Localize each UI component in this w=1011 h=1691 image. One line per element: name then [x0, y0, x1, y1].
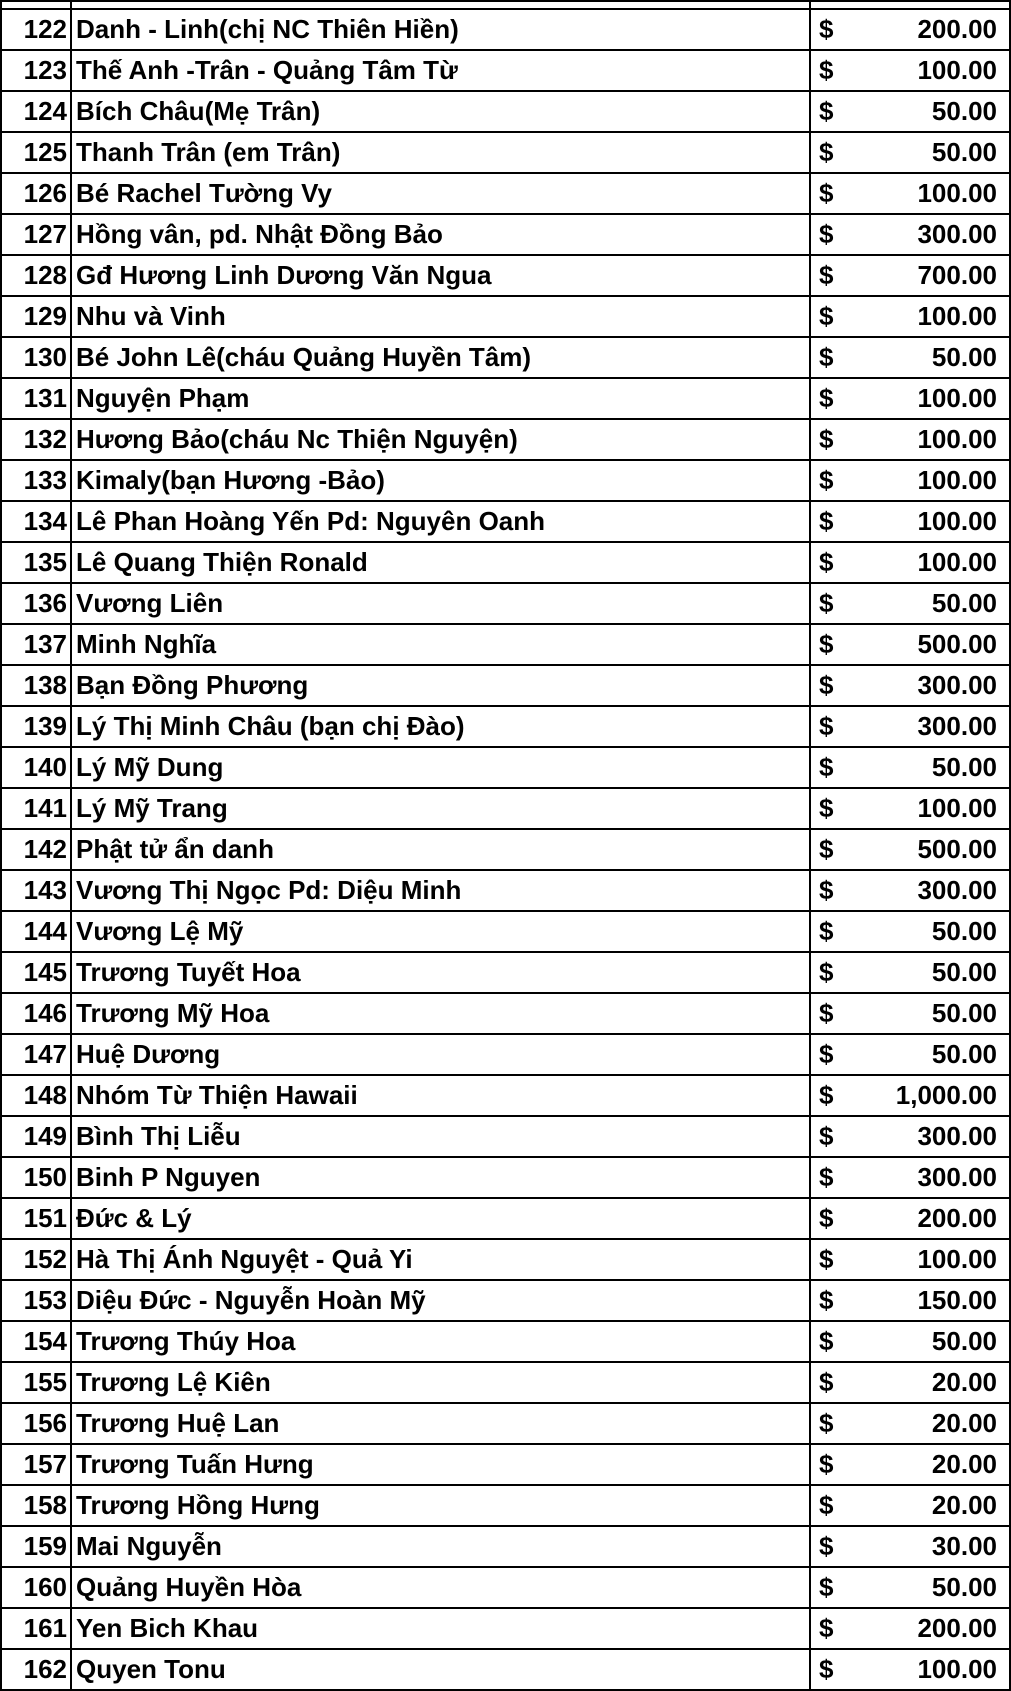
cell-name: Bé Rachel Tường Vy [71, 173, 810, 214]
cell-amount: 300.00 [865, 706, 1010, 747]
cell-amount: 20.00 [865, 1485, 1010, 1526]
cell-number: 128 [1, 255, 71, 296]
cell-name: Bạn Đồng Phương [71, 665, 810, 706]
table-row [1, 1362, 1010, 1403]
cell-amount: 20.00 [865, 1444, 1010, 1485]
table-row [1, 460, 1010, 501]
cell-name: Huệ Dương [71, 1034, 810, 1075]
cell-number: 136 [1, 583, 71, 624]
cell-name: Hà Thị Ánh Nguyệt - Quả Yi [71, 1239, 810, 1280]
cell-number [1, 1, 71, 9]
table-row [1, 255, 1010, 296]
cell-number: 153 [1, 1280, 71, 1321]
table-row [1, 1157, 1010, 1198]
table-row [1, 583, 1010, 624]
cell-number: 126 [1, 173, 71, 214]
cell-number: 124 [1, 91, 71, 132]
cell-name: Bé John Lê(cháu Quảng Huyền Tâm) [71, 337, 810, 378]
cell-name: Trương Hồng Hưng [71, 1485, 810, 1526]
cell-name: Lê Quang Thiện Ronald [71, 542, 810, 583]
cell-number: 156 [1, 1403, 71, 1444]
table-row [1, 1403, 1010, 1444]
table-row [1, 1444, 1010, 1485]
table-row [1, 1567, 1010, 1608]
cell-number: 132 [1, 419, 71, 460]
cell-name [71, 1, 810, 9]
cell-number: 140 [1, 747, 71, 788]
table-row [1, 337, 1010, 378]
cell-amount: 700.00 [865, 255, 1010, 296]
cell-currency: $ [810, 952, 865, 993]
cell-number: 151 [1, 1198, 71, 1239]
cell-currency: $ [810, 50, 865, 91]
cell-currency [810, 1, 865, 9]
cell-number: 127 [1, 214, 71, 255]
cell-currency: $ [810, 1608, 865, 1649]
cell-number: 158 [1, 1485, 71, 1526]
cell-currency: $ [810, 501, 865, 542]
table-row [1, 1280, 1010, 1321]
table-row [1, 870, 1010, 911]
table-row [1, 501, 1010, 542]
cell-amount: 20.00 [865, 1403, 1010, 1444]
cell-currency: $ [810, 1157, 865, 1198]
cell-number: 123 [1, 50, 71, 91]
cell-currency: $ [810, 993, 865, 1034]
cell-currency: $ [810, 1362, 865, 1403]
cell-number: 148 [1, 1075, 71, 1116]
cell-number: 146 [1, 993, 71, 1034]
cell-name: Trương Huệ Lan [71, 1403, 810, 1444]
cell-amount: 300.00 [865, 1116, 1010, 1157]
cell-name: Diệu Đức - Nguyễn Hoàn Mỹ [71, 1280, 810, 1321]
cell-name: Quảng Huyền Hòa [71, 1567, 810, 1608]
cell-amount: 20.00 [865, 1362, 1010, 1403]
cell-amount: 100.00 [865, 296, 1010, 337]
cell-currency: $ [810, 624, 865, 665]
table-row [1, 173, 1010, 214]
cell-amount: 300.00 [865, 214, 1010, 255]
cell-currency: $ [810, 1403, 865, 1444]
cell-number: 144 [1, 911, 71, 952]
cell-amount: 100.00 [865, 378, 1010, 419]
cell-name: Mai Nguyễn [71, 1526, 810, 1567]
table-row [1, 378, 1010, 419]
cell-name: Bình Thị Liễu [71, 1116, 810, 1157]
cell-currency: $ [810, 583, 865, 624]
cell-amount: 1,000.00 [865, 1075, 1010, 1116]
table-row [1, 132, 1010, 173]
table-row [1, 1321, 1010, 1362]
cell-currency: $ [810, 460, 865, 501]
cell-name: Hồng vân, pd. Nhật Đồng Bảo [71, 214, 810, 255]
cell-amount: 50.00 [865, 91, 1010, 132]
cell-name: Lý Mỹ Dung [71, 747, 810, 788]
cell-amount: 100.00 [865, 542, 1010, 583]
cell-name: Nguyện Phạm [71, 378, 810, 419]
cell-number: 159 [1, 1526, 71, 1567]
table-row [1, 747, 1010, 788]
cell-name: Nhu và Vinh [71, 296, 810, 337]
cell-name: Trương Tuyết Hoa [71, 952, 810, 993]
table-row [1, 1649, 1010, 1690]
table-row [1, 50, 1010, 91]
cell-currency: $ [810, 9, 865, 50]
table-row [1, 624, 1010, 665]
cell-currency: $ [810, 1485, 865, 1526]
cell-number: 157 [1, 1444, 71, 1485]
cell-name: Lê Phan Hoàng Yến Pd: Nguyên Oanh [71, 501, 810, 542]
cell-currency: $ [810, 665, 865, 706]
cell-amount: 200.00 [865, 9, 1010, 50]
cell-name: Thế Anh -Trân - Quảng Tâm Từ [71, 50, 810, 91]
table-row [1, 788, 1010, 829]
cell-name: Nhóm Từ Thiện Hawaii [71, 1075, 810, 1116]
cell-amount: 50.00 [865, 583, 1010, 624]
table-row [1, 1239, 1010, 1280]
cell-name: Hương Bảo(cháu Nc Thiện Nguyện) [71, 419, 810, 460]
cell-amount: 100.00 [865, 1649, 1010, 1690]
cell-amount: 50.00 [865, 1321, 1010, 1362]
table-row [1, 419, 1010, 460]
cell-name: Thanh Trân (em Trân) [71, 132, 810, 173]
cell-amount: 50.00 [865, 993, 1010, 1034]
cell-name: Binh P Nguyen [71, 1157, 810, 1198]
donation-table-body [1, 1, 1010, 1690]
table-row [1, 1485, 1010, 1526]
cell-amount: 50.00 [865, 952, 1010, 993]
cell-amount: 50.00 [865, 337, 1010, 378]
cell-number: 138 [1, 665, 71, 706]
cell-currency: $ [810, 1075, 865, 1116]
table-row [1, 9, 1010, 50]
cell-currency: $ [810, 173, 865, 214]
cell-number: 160 [1, 1567, 71, 1608]
cell-name: Lý Mỹ Trang [71, 788, 810, 829]
cell-amount: 150.00 [865, 1280, 1010, 1321]
table-row [1, 1608, 1010, 1649]
cell-currency: $ [810, 1526, 865, 1567]
cell-currency: $ [810, 214, 865, 255]
table-row-partial [1, 1, 1010, 9]
cell-number: 145 [1, 952, 71, 993]
cell-amount [865, 1, 1010, 9]
cell-currency: $ [810, 542, 865, 583]
cell-currency: $ [810, 1321, 865, 1362]
table-row [1, 296, 1010, 337]
cell-amount: 100.00 [865, 173, 1010, 214]
cell-number: 154 [1, 1321, 71, 1362]
cell-amount: 50.00 [865, 1034, 1010, 1075]
cell-amount: 100.00 [865, 788, 1010, 829]
cell-currency: $ [810, 1239, 865, 1280]
cell-amount: 100.00 [865, 1239, 1010, 1280]
cell-amount: 30.00 [865, 1526, 1010, 1567]
cell-number: 139 [1, 706, 71, 747]
cell-amount: 100.00 [865, 50, 1010, 91]
table-row [1, 542, 1010, 583]
cell-currency: $ [810, 419, 865, 460]
cell-currency: $ [810, 747, 865, 788]
cell-number: 137 [1, 624, 71, 665]
cell-name: Gđ Hương Linh Dương Văn Ngua [71, 255, 810, 296]
cell-number: 150 [1, 1157, 71, 1198]
cell-number: 134 [1, 501, 71, 542]
cell-number: 161 [1, 1608, 71, 1649]
cell-currency: $ [810, 255, 865, 296]
cell-name: Phật tử ẩn danh [71, 829, 810, 870]
cell-number: 155 [1, 1362, 71, 1403]
cell-currency: $ [810, 870, 865, 911]
cell-amount: 50.00 [865, 132, 1010, 173]
table-row [1, 665, 1010, 706]
cell-number: 162 [1, 1649, 71, 1690]
cell-name: Trương Tuấn Hưng [71, 1444, 810, 1485]
cell-name: Trương Thúy Hoa [71, 1321, 810, 1362]
cell-currency: $ [810, 296, 865, 337]
cell-currency: $ [810, 1198, 865, 1239]
cell-amount: 300.00 [865, 665, 1010, 706]
table-row [1, 91, 1010, 132]
cell-amount: 300.00 [865, 870, 1010, 911]
cell-currency: $ [810, 1116, 865, 1157]
cell-name: Đức & Lý [71, 1198, 810, 1239]
cell-name: Vương Lệ Mỹ [71, 911, 810, 952]
cell-amount: 200.00 [865, 1198, 1010, 1239]
table-row [1, 1116, 1010, 1157]
cell-name: Danh - Linh(chị NC Thiên Hiền) [71, 9, 810, 50]
cell-number: 130 [1, 337, 71, 378]
cell-name: Yen Bich Khau [71, 1608, 810, 1649]
table-row [1, 829, 1010, 870]
cell-currency: $ [810, 1444, 865, 1485]
cell-number: 152 [1, 1239, 71, 1280]
cell-amount: 100.00 [865, 460, 1010, 501]
cell-amount: 50.00 [865, 747, 1010, 788]
table-row [1, 993, 1010, 1034]
cell-name: Kimaly(bạn Hương -Bảo) [71, 460, 810, 501]
cell-name: Vương Thị Ngọc Pd: Diệu Minh [71, 870, 810, 911]
cell-amount: 100.00 [865, 419, 1010, 460]
cell-number: 125 [1, 132, 71, 173]
cell-currency: $ [810, 337, 865, 378]
cell-number: 149 [1, 1116, 71, 1157]
cell-amount: 50.00 [865, 911, 1010, 952]
cell-currency: $ [810, 1649, 865, 1690]
cell-currency: $ [810, 378, 865, 419]
cell-currency: $ [810, 1567, 865, 1608]
cell-amount: 500.00 [865, 624, 1010, 665]
cell-amount: 300.00 [865, 1157, 1010, 1198]
cell-name: Minh Nghĩa [71, 624, 810, 665]
cell-number: 131 [1, 378, 71, 419]
cell-amount: 500.00 [865, 829, 1010, 870]
table-row [1, 1198, 1010, 1239]
cell-name: Trương Lệ Kiên [71, 1362, 810, 1403]
cell-number: 135 [1, 542, 71, 583]
cell-currency: $ [810, 1280, 865, 1321]
table-row [1, 706, 1010, 747]
cell-currency: $ [810, 911, 865, 952]
cell-number: 142 [1, 829, 71, 870]
cell-amount: 50.00 [865, 1567, 1010, 1608]
cell-number: 122 [1, 9, 71, 50]
cell-currency: $ [810, 788, 865, 829]
cell-name: Trương Mỹ Hoa [71, 993, 810, 1034]
cell-number: 133 [1, 460, 71, 501]
cell-amount: 200.00 [865, 1608, 1010, 1649]
cell-currency: $ [810, 1034, 865, 1075]
table-row [1, 1075, 1010, 1116]
cell-currency: $ [810, 132, 865, 173]
cell-currency: $ [810, 829, 865, 870]
cell-name: Lý Thị Minh Châu (bạn chị Đào) [71, 706, 810, 747]
table-row [1, 952, 1010, 993]
cell-name: Vương Liên [71, 583, 810, 624]
table-row [1, 911, 1010, 952]
table-row [1, 214, 1010, 255]
cell-number: 143 [1, 870, 71, 911]
cell-number: 141 [1, 788, 71, 829]
table-row [1, 1034, 1010, 1075]
cell-currency: $ [810, 91, 865, 132]
table-row [1, 1526, 1010, 1567]
cell-name: Quyen Tonu [71, 1649, 810, 1690]
cell-number: 129 [1, 296, 71, 337]
cell-number: 147 [1, 1034, 71, 1075]
cell-currency: $ [810, 706, 865, 747]
cell-name: Bích Châu(Mẹ Trân) [71, 91, 810, 132]
cell-amount: 100.00 [865, 501, 1010, 542]
